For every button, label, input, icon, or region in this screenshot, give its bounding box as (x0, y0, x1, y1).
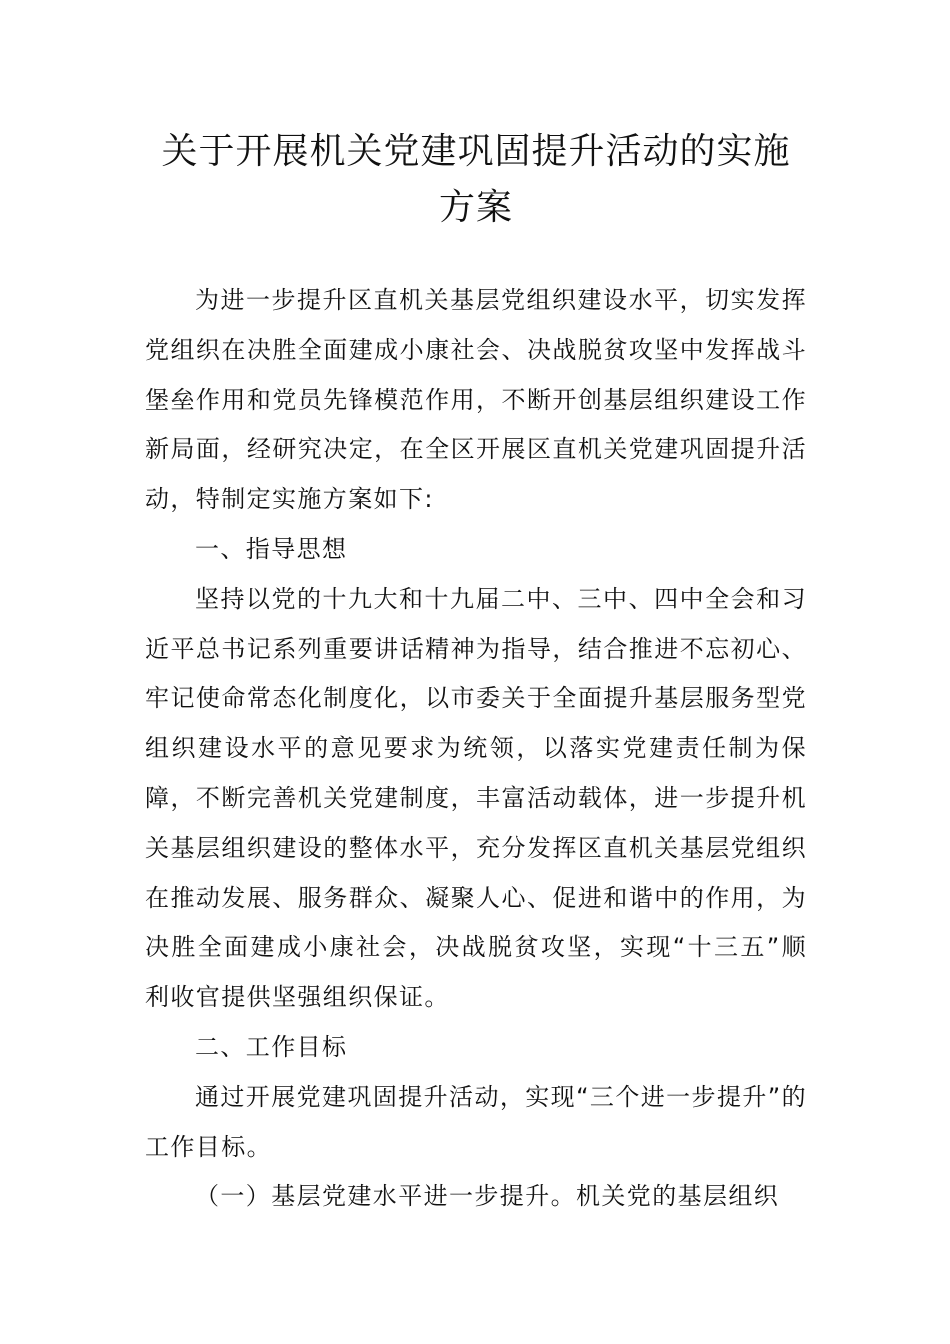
section-heading-work-goals: 二、工作目标 (195, 1032, 348, 1061)
section-heading-guiding-ideology: 一、指导思想 (195, 534, 348, 563)
goal-one-paragraph: （一）基层党建水平进一步提升。机关党的基层组织 (195, 1182, 780, 1211)
guiding-ideology-paragraph: 坚持以党的十九大和十九届二中、三中、四中全会和习近平总书记系列重要讲话精神为指导，结合推进不忘初心、牢记使命常态化制度化，以市委关于全面提升基层服务型党组织建设水平的意见要求为统领，以落实党建责任制为保障，不断完善机关党建制度，丰富活动载体，进一步提升机关基层组织建设的整体水平，充分发挥区直机关基层党组织在推动发展、服务群众、凝聚人心、促进和谐中的作用，为决胜全面建成小康社会，决战脱贫攻坚，实现“十三五”顺利收官提供坚强组织保证。 (145, 584, 807, 1012)
work-goals-paragraph: 通过开展党建巩固提升活动，实现“三个进一步提升”的工作目标。 (145, 1082, 807, 1161)
intro-paragraph: 为进一步提升区直机关基层党组织建设水平，切实发挥党组织在决胜全面建成小康社会、决战脱贫攻坚中发挥战斗堡垒作用和党员先锋模范作用，不断开创基层组织建设工作新局面，经研究决定，在全区开展区直机关党建巩固提升活动，特制定实施方案如下: (145, 286, 807, 514)
document-title: 关于开展机关党建巩固提升活动的实施方案 (161, 131, 791, 228)
document-body (145, 276, 807, 1222)
